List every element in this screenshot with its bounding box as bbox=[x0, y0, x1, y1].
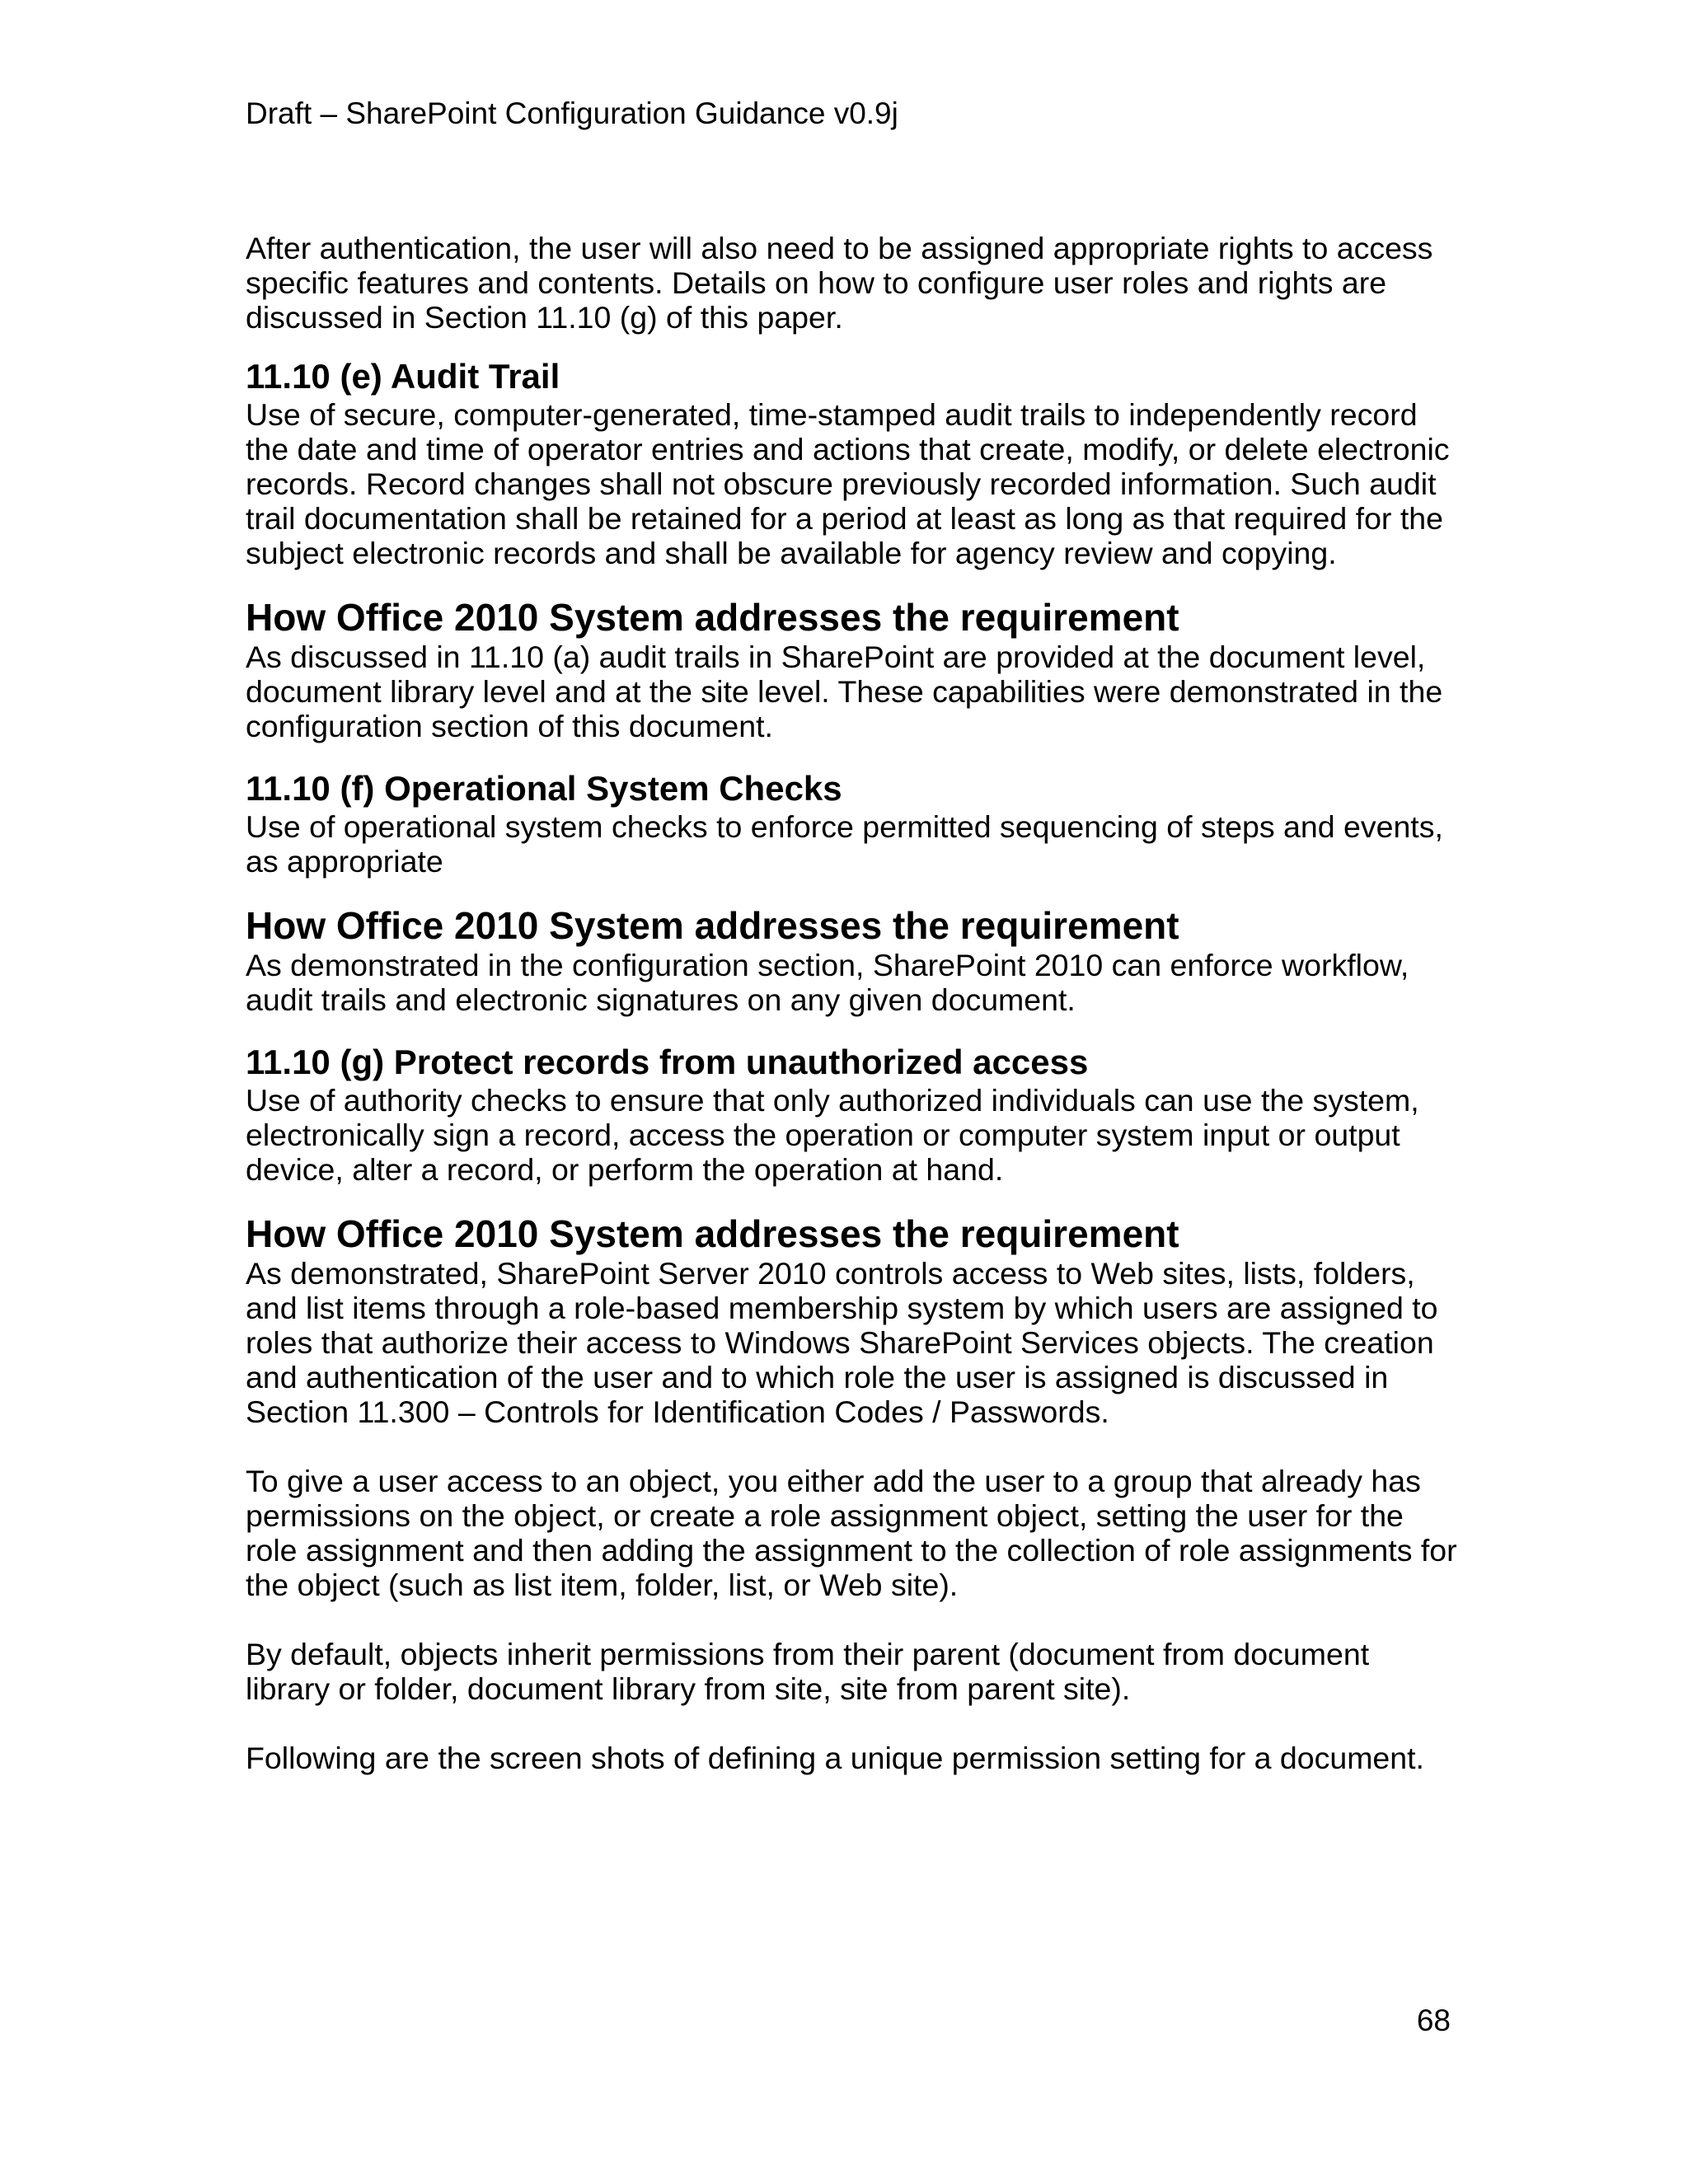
protect-records-paragraph bbox=[246, 1083, 1457, 1187]
answer-heading-operational-checks: How Office 2010 System addresses the requirement bbox=[246, 904, 1179, 947]
text-line: audit trails and electronic signatures on any given document. bbox=[246, 982, 1076, 1017]
page-body bbox=[246, 231, 1457, 1775]
text-line: permissions on the object, or create a role assignment object, setting the user for the bbox=[246, 1498, 1404, 1533]
text-line: subject electronic records and shall be available for agency review and copying. bbox=[246, 536, 1337, 570]
text-line: As demonstrated in the configuration section, SharePoint 2010 can enforce workflow, bbox=[246, 948, 1409, 982]
protect-records-answer-paragraph-4 bbox=[246, 1741, 1457, 1775]
text-line: Use of operational system checks to enforce permitted sequencing of steps and events, bbox=[246, 809, 1443, 844]
protect-records-answer-paragraph-2 bbox=[246, 1464, 1457, 1602]
text-line: Use of secure, computer-generated, time-stamped audit trails to independently record bbox=[246, 397, 1418, 432]
text-line: discussed in Section 11.10 (g) of this paper. bbox=[246, 300, 843, 335]
text-line: Section 11.300 – Controls for Identification Codes / Passwords. bbox=[246, 1394, 1109, 1429]
page-header: Draft – SharePoint Configuration Guidance v0.9j bbox=[246, 96, 898, 130]
text-line: role assignment and then adding the assignment to the collection of role assignments for bbox=[246, 1533, 1457, 1568]
intro-paragraph bbox=[246, 231, 1457, 335]
audit-trail-answer-paragraph bbox=[246, 640, 1457, 743]
text-line: As demonstrated, SharePoint Server 2010 controls access to Web sites, lists, folders, bbox=[246, 1256, 1415, 1291]
text-line: specific features and contents. Details on how to configure user roles and rights are bbox=[246, 265, 1387, 300]
protect-records-answer-paragraph-1 bbox=[246, 1256, 1457, 1429]
text-line: By default, objects inherit permissions from their parent (document from document bbox=[246, 1637, 1370, 1671]
text-line: trail documentation shall be retained for a period at least as long as that required for the bbox=[246, 501, 1443, 536]
text-line: roles that authorize their access to Windows SharePoint Services objects. The creation bbox=[246, 1325, 1434, 1360]
section-heading-protect-records: 11.10 (g) Protect records from unauthorized access bbox=[246, 1043, 1089, 1081]
text-line: Following are the screen shots of defining a unique permission setting for a document. bbox=[246, 1741, 1424, 1775]
text-line: As discussed in 11.10 (a) audit trails in SharePoint are provided at the document level, bbox=[246, 640, 1426, 674]
page-number: 68 bbox=[1416, 2004, 1451, 2037]
text-line: the date and time of operator entries and actions that create, modify, or delete electronic bbox=[246, 432, 1450, 466]
answer-heading-audit-trail: How Office 2010 System addresses the requirement bbox=[246, 596, 1179, 639]
text-line: the object (such as list item, folder, list, or Web site). bbox=[246, 1568, 959, 1602]
section-heading-operational-checks: 11.10 (f) Operational System Checks bbox=[246, 769, 842, 808]
text-line: document library level and at the site level. These capabilities were demonstrated in the bbox=[246, 674, 1443, 709]
text-line: as appropriate bbox=[246, 844, 443, 879]
audit-trail-paragraph bbox=[246, 397, 1457, 570]
text-line: configuration section of this document. bbox=[246, 709, 773, 743]
text-line: To give a user access to an object, you either add the user to a group that already has bbox=[246, 1464, 1421, 1498]
text-line: records. Record changes shall not obscure previously recorded information. Such audit bbox=[246, 466, 1437, 501]
protect-records-answer-paragraph-3 bbox=[246, 1637, 1457, 1706]
text-line: and list items through a role-based membership system by which users are assigned to bbox=[246, 1291, 1438, 1325]
text-line: device, alter a record, or perform the operation at hand. bbox=[246, 1152, 1004, 1187]
operational-checks-answer-paragraph bbox=[246, 948, 1457, 1017]
text-line: After authentication, the user will also need to be assigned appropriate rights to access bbox=[246, 231, 1433, 265]
section-heading-audit-trail: 11.10 (e) Audit Trail bbox=[246, 357, 560, 396]
answer-heading-protect-records: How Office 2010 System addresses the requirement bbox=[246, 1212, 1179, 1255]
text-line: Use of authority checks to ensure that only authorized individuals can use the system, bbox=[246, 1083, 1419, 1118]
text-line: electronically sign a record, access the operation or computer system input or output bbox=[246, 1118, 1400, 1152]
text-line: library or folder, document library from site, site from parent site). bbox=[246, 1671, 1131, 1706]
text-line: and authentication of the user and to which role the user is assigned is discussed in bbox=[246, 1360, 1389, 1394]
operational-checks-paragraph bbox=[246, 809, 1457, 879]
